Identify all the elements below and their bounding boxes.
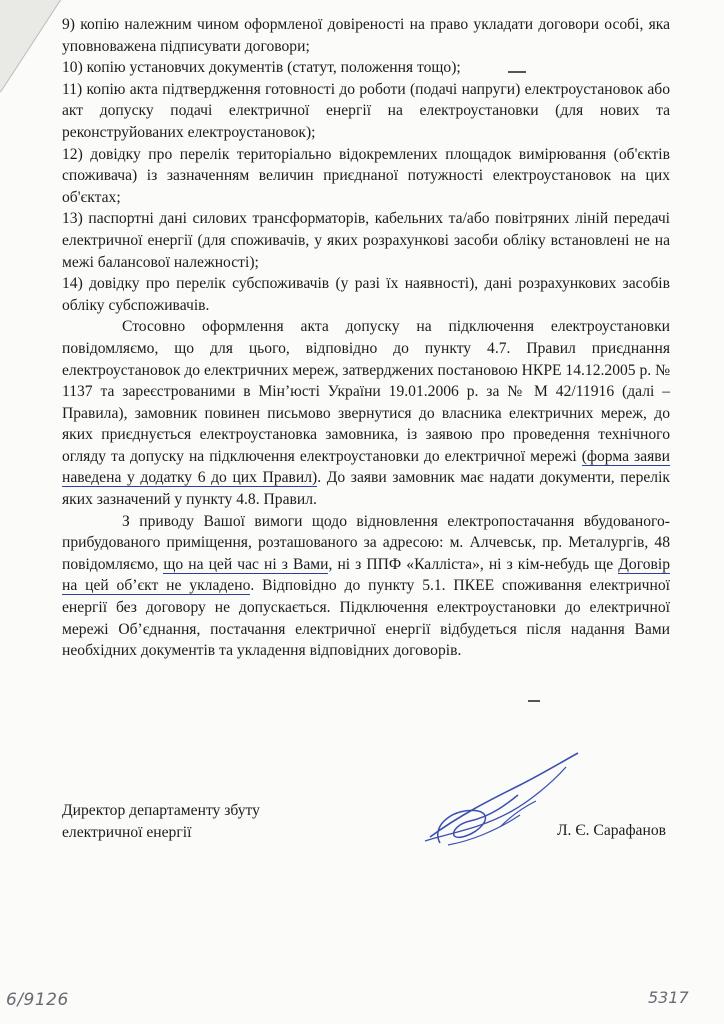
handwritten-signature [400,745,590,855]
signatory-position-line2: електричної енергії [62,823,192,841]
handwritten-registration-number: 6/9126 [6,990,69,1010]
underlined-contract-not-concluded: Договір на цей об’єкт не укладено [62,555,670,595]
list-item-13: 13) паспортні дані силових трансформаторів, кабельних та/або повітряних ліній передачі електричної енергії (для споживачів, у яких розрахункові засоби обліку встановлені не на межі балансової належності); [62,210,670,271]
list-item-14: 14) довідку про перелік субспоживачів (у разі їх наявності), дані розрахункових засобів обліку субспоживачів. [62,275,670,314]
margin-dash-mark [508,71,526,73]
paragraph-power-restoration [62,511,670,662]
list-item-9: 9) копію належним чином оформленої довіреності на право укладати договори особі, яка уповноважена підписувати договори; [62,16,670,55]
letter-body [62,14,670,662]
handwritten-page-mark: 5317 [648,988,689,1007]
signatory-position [62,800,362,843]
paragraph-power-restoration-middle: , ні з ППФ «Калліста», ні з кім-небудь ще [328,555,619,573]
list-item-11: 11) копію акта підтвердження готовності до роботи (подачі напруги) електроустановок або акт допуску подачі електричної енергії на електроустановки (для нових та реконструйованих електроустановок); [62,80,670,141]
margin-dash-mark [528,700,540,702]
underlined-no-contract-you: що на цей час ні з Вами [163,555,329,573]
underlined-form-reference: (форма заяви наведена у додатку 6 до цих Правил) [62,447,670,487]
list-item-12: 12) довідку про перелік територіально відокремлених площадок вимірювання (об'єктів споживача) із зазначенням величин приєднаної потужності електроустановок на цих об'єктах; [62,145,670,206]
paragraph-connection-permit-tail: . До заяви замовник має надати документи, перелік яких зазначений у пункту 4.8. Правил. [62,469,670,509]
list-item-10: 10) копію установчих документів (статут, положення тощо); [62,59,461,77]
paragraph-power-restoration-text: З приводу Вашої вимоги щодо відновлення електропостачання вбудованого-прибудованого приміщення, розташованого за адресою: м. Алчевськ, пр. Металургів, 48 повідомляємо, [62,512,670,573]
paragraph-power-restoration-tail: . Відповідно до пункту 5.1. ПКЕЕ споживання електричної енергії без договору не допускається. Підключення електроустановки до електричної мережі Об’єднання, постачання електричної енергії відбудеться після надання Вами необхідних документів та укладення відповідних договорів. [62,577,670,660]
signatory-name: Л. Є. Сарафанов [556,822,666,839]
paragraph-connection-permit-text: Стосовно оформлення акта допуску на підключення електроустановки повідомляємо, що для цього, відповідно до пункту 4.7. Правил приєднання електроустановок до електричних мереж, затверджених постановою НКРЕ 14.12.2005 р. № 1137 та зареєстрованими в Мін’юсті України 19.01.2006 р. за № М 42/11916 (далі – Правила), замовник повинен письмово звернутися до власника електричних мереж, до яких приєднується електроустановка замовника, із заявою про проведення технічного огляду та допуску на підключення електроустановки до електричної мережі [62,318,670,465]
paragraph-connection-permit [62,316,670,510]
signatory-position-line1: Директор департаменту збуту [62,802,260,819]
